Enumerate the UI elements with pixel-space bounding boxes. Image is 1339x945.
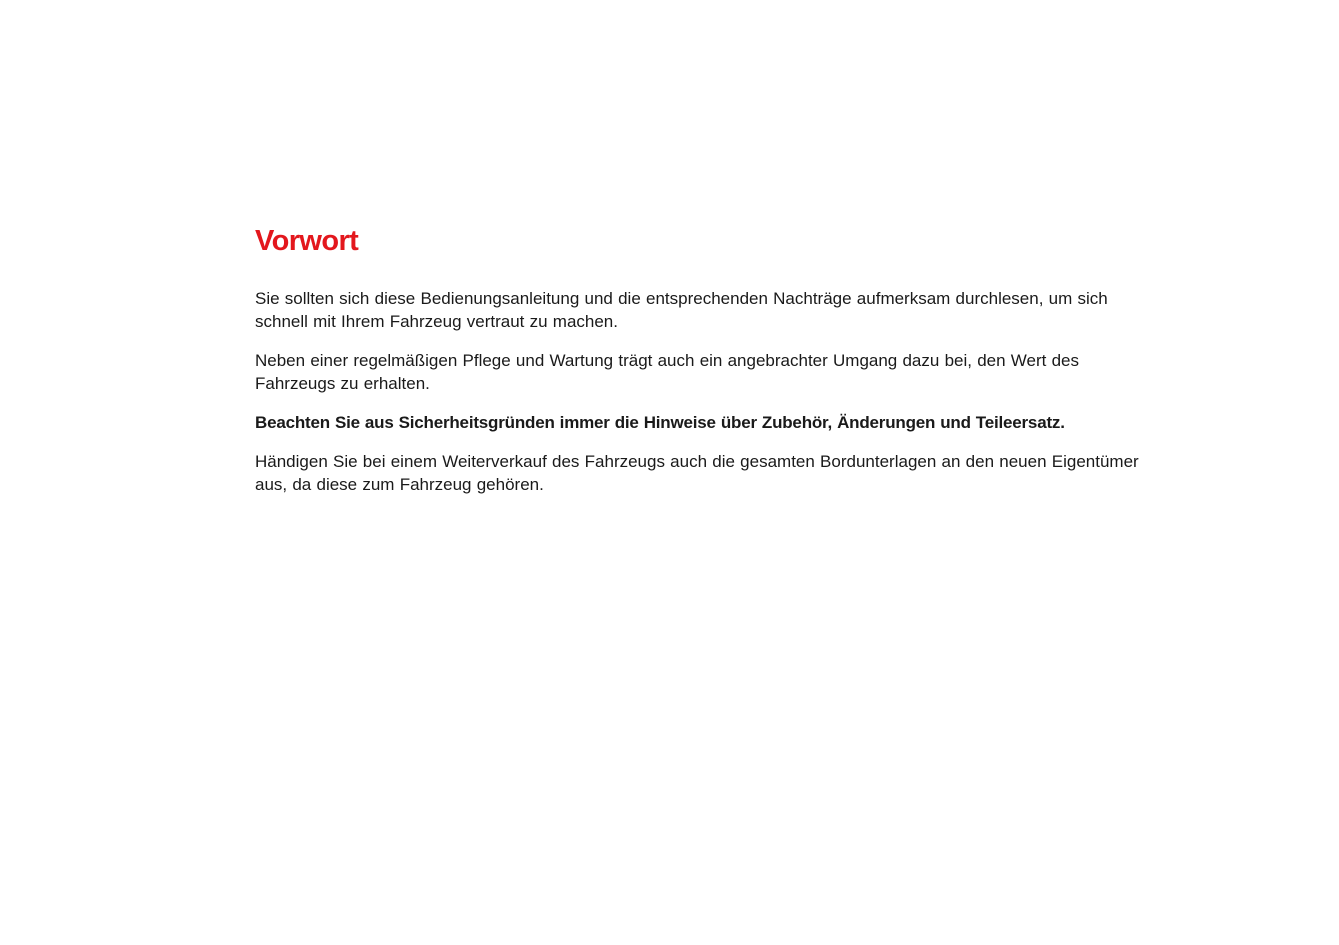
foreword-section bbox=[255, 222, 1155, 496]
page-title: Vorwort bbox=[255, 225, 359, 257]
safety-notice-paragraph: Beachten Sie aus Sicherheitsgründen immer die Hinweise über Zubehör, Änderungen und Teileersatz. bbox=[255, 413, 1065, 432]
intro-paragraph: Sie sollten sich diese Bedienungsanleitung und die entsprechenden Nachträge aufmerksam durchlesen, um sich schnell mit Ihrem Fahrzeug vertraut zu machen. bbox=[255, 289, 1108, 331]
care-paragraph: Neben einer regelmäßigen Pflege und Wartung trägt auch ein angebrachter Umgang dazu bei, den Wert des Fahrzeugs zu erhalten. bbox=[255, 351, 1079, 393]
resale-paragraph: Händigen Sie bei einem Weiterverkauf des Fahrzeugs auch die gesamten Bordunterlagen an den neuen Eigentümer aus, da diese zum Fahrzeug gehören. bbox=[255, 452, 1139, 494]
